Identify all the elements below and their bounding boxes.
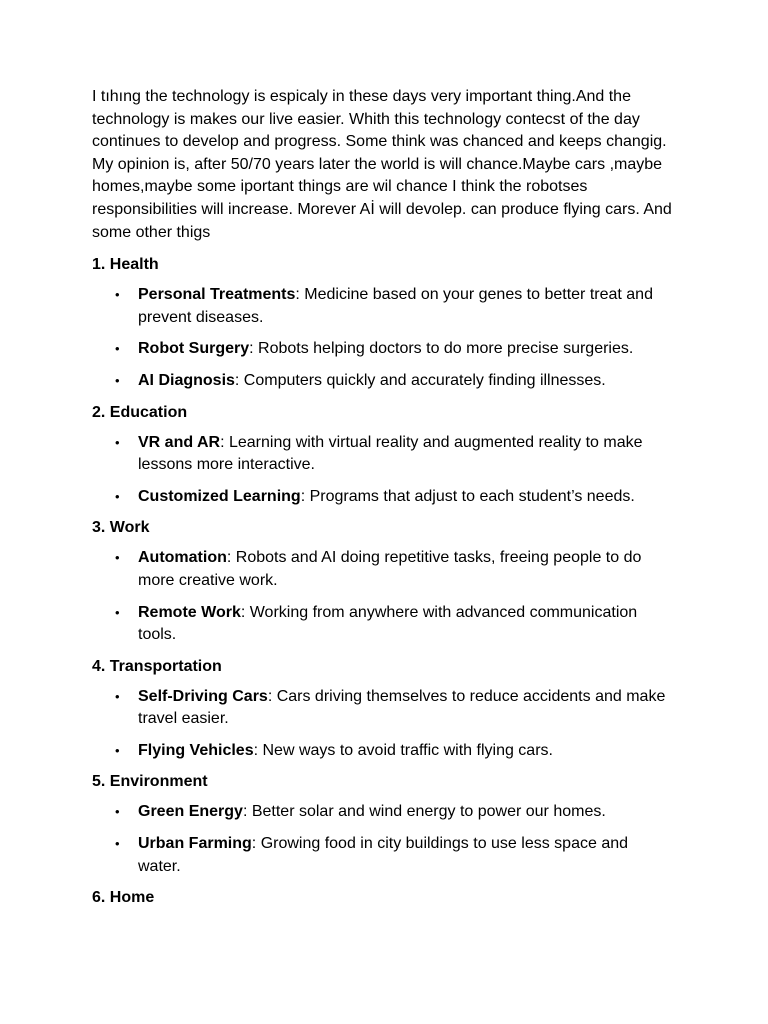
list-item [92,833,672,878]
item-description: : Working from anywhere with advanced communication tools. [138,603,638,644]
section-education [92,402,672,509]
item-term: Flying Vehicles [138,741,254,759]
item-term: Green Energy [138,803,243,821]
section-heading: 4. Transportation [92,657,222,675]
item-term: Robot Surgery [138,340,250,358]
bullet-icon: • [115,804,120,820]
item-description: : Robots and AI doing repetitive tasks, freeing people to do more creative work. [138,549,642,589]
item-description: : Better solar and wind energy to power our homes. [242,803,606,821]
section-home [92,887,672,909]
list-item [92,284,672,329]
list-item [92,486,672,509]
item-description: : Programs that adjust to each student’s needs. [300,487,635,505]
item-description: : Learning with virtual reality and augmented reality to make lessons more interactive. [138,433,643,474]
list-item [92,740,672,763]
item-description: : Medicine based on your genes to better treat and prevent diseases. [138,286,653,326]
section-heading: 5. Environment [92,773,208,791]
list-item [92,801,672,824]
intro-paragraph: I tıhıng the technology is espicaly in these days very important thing.And the technology is makes our live easier. Whith this technology contecst of the day continues to develop and progress. Some think was chanced and keeps changig. My opinion is, after 50/70 years later the world is will chance.Maybe cars ,maybe homes,maybe some iportant things are wil chance I think the robotses responsibilities will increase. Morever Aİ will devolep. can produce flying cars. And some other thigs [92,88,672,241]
bullet-icon: • [115,341,120,357]
item-term: VR and AR [138,433,221,451]
bullet-icon: • [115,836,120,852]
bullet-icon: • [115,488,120,504]
section-heading: 2. Education [92,403,188,421]
bullet-icon: • [115,434,120,450]
item-term: Self-Driving Cars [138,687,268,705]
section-health [92,254,672,392]
item-term: Personal Treatments [138,286,296,304]
item-term: Customized Learning [138,487,301,505]
list-item [92,432,672,477]
bullet-list [92,801,672,878]
section-environment [92,771,672,878]
item-term: AI Diagnosis [138,371,235,389]
section-heading: 3. Work [92,519,150,537]
bullet-icon: • [115,688,120,704]
list-item [92,547,672,592]
item-description: : Robots helping doctors to do more precise surgeries. [249,340,634,358]
list-item [92,686,672,731]
bullet-icon: • [115,742,120,758]
list-item [92,338,672,361]
section-transportation [92,656,672,763]
item-description: : Computers quickly and accurately finding illnesses. [234,371,606,389]
item-term: Urban Farming [138,835,252,853]
list-item [92,602,672,647]
bullet-list [92,686,672,763]
bullet-list [92,432,672,509]
section-heading: 1. Health [92,256,159,274]
list-item [92,370,672,393]
item-description: : New ways to avoid traffic with flying cars. [253,741,553,759]
bullet-icon: • [115,550,120,566]
bullet-list [92,284,672,392]
bullet-list [92,547,672,646]
bullet-icon: • [115,604,120,620]
item-term: Remote Work [138,603,241,621]
item-term: Automation [138,549,227,567]
item-description: : Growing food in city buildings to use less space and water. [138,835,629,875]
item-description: : Cars driving themselves to reduce accidents and make travel easier. [138,687,666,728]
section-heading: 6. Home [92,889,155,907]
bullet-icon: • [115,372,120,388]
section-work [92,517,672,646]
bullet-icon: • [115,287,120,303]
